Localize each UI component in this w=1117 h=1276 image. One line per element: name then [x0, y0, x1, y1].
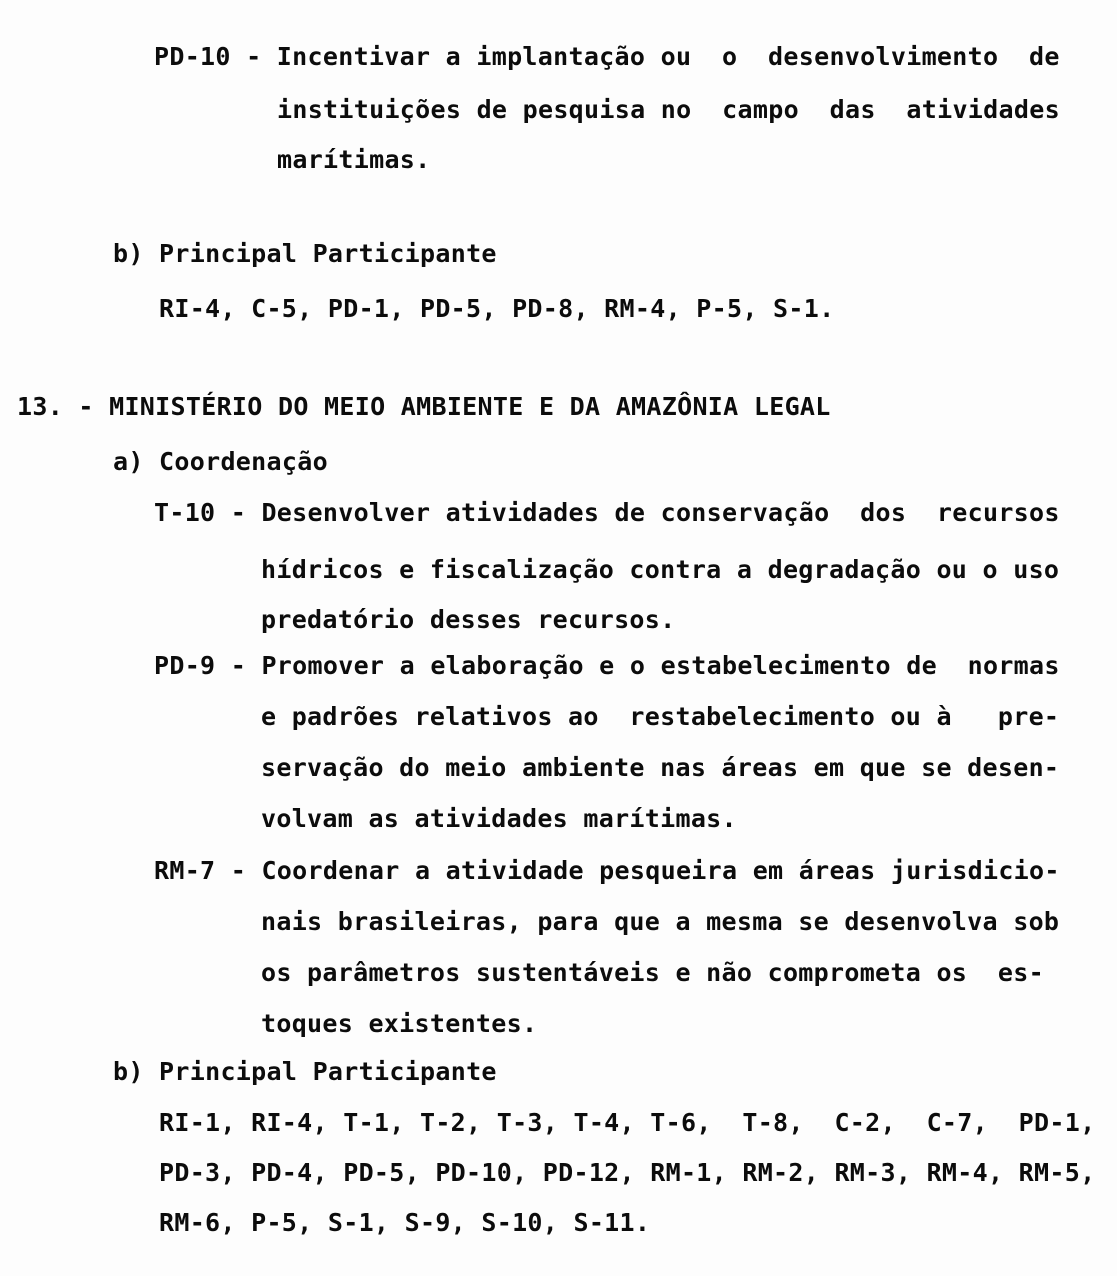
- directive-continuation: toques existentes.: [261, 1009, 538, 1038]
- directive-header: PD-10 - Incentivar a implantação ou o desenvolvimento de: [154, 42, 1060, 71]
- directive-continuation: predatório desses recursos.: [261, 605, 676, 634]
- directive-continuation: instituições de pesquisa no campo das atividades: [277, 95, 1060, 124]
- participant-list: RM-6, P-5, S-1, S-9, S-10, S-11.: [159, 1208, 651, 1237]
- subsection-label: b) Principal Participante: [113, 1057, 497, 1086]
- directive-header: T-10 - Desenvolver atividades de conservação dos recursos: [154, 498, 1060, 527]
- directive-continuation: marítimas.: [277, 145, 431, 174]
- directive-continuation: servação do meio ambiente nas áreas em que se desen-: [261, 753, 1060, 782]
- directive-header: PD-9 - Promover a elaboração e o estabelecimento de normas: [154, 651, 1060, 680]
- subsection-label: b) Principal Participante: [113, 239, 497, 268]
- directive-continuation: nais brasileiras, para que a mesma se desenvolva sob: [261, 907, 1060, 936]
- participant-list: RI-4, C-5, PD-1, PD-5, PD-8, RM-4, P-5, S-1.: [159, 294, 835, 323]
- participant-list: RI-1, RI-4, T-1, T-2, T-3, T-4, T-6, T-8, C-2, C-7, PD-1,: [159, 1108, 1096, 1137]
- section-heading: 13. - MINISTÉRIO DO MEIO AMBIENTE E DA AMAZÔNIA LEGAL: [17, 392, 831, 421]
- directive-continuation: hídricos e fiscalização contra a degradação ou o uso: [261, 555, 1060, 584]
- directive-header: RM-7 - Coordenar a atividade pesqueira em áreas jurisdicio-: [154, 856, 1060, 885]
- subsection-label: a) Coordenação: [113, 447, 328, 476]
- directive-continuation: os parâmetros sustentáveis e não comprometa os es-: [261, 958, 1044, 987]
- participant-list: PD-3, PD-4, PD-5, PD-10, PD-12, RM-1, RM-2, RM-3, RM-4, RM-5,: [159, 1158, 1096, 1187]
- directive-continuation: volvam as atividades marítimas.: [261, 804, 737, 833]
- directive-continuation: e padrões relativos ao restabelecimento ou à pre-: [261, 702, 1060, 731]
